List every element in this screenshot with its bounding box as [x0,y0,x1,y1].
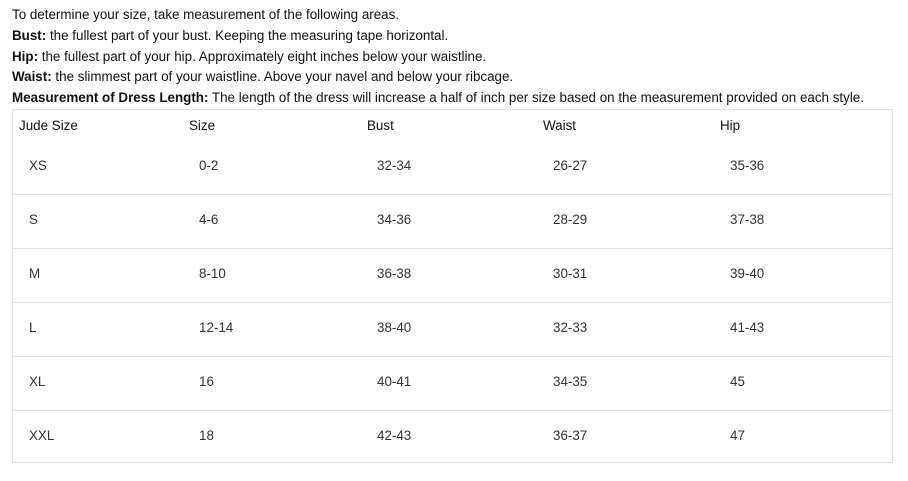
cell-size: 0-2 [199,158,219,173]
header-jude-size: Jude Size [19,118,78,133]
cell-size: 18 [199,428,214,443]
cell-waist: 36-37 [553,428,588,443]
cell-bust: 40-41 [377,374,412,389]
header-size: Size [189,118,216,133]
cell-hip: 45 [730,374,745,389]
table-row [13,410,892,464]
cell-waist: 30-31 [553,266,588,281]
cell-hip: 41-43 [730,320,765,335]
bust-definition [12,26,902,47]
size-chart-table [12,109,893,463]
cell-hip: 39-40 [730,266,765,281]
cell-jude-size: XXL [29,428,55,443]
cell-bust: 32-34 [377,158,412,173]
hip-label: Hip: [12,48,39,64]
cell-waist: 34-35 [553,374,588,389]
dress-length-definition [12,88,902,109]
cell-jude-size: L [29,320,37,335]
table-row [13,194,892,248]
cell-jude-size: S [29,212,38,227]
cell-hip: 37-38 [730,212,765,227]
cell-size: 8-10 [199,266,226,281]
cell-waist: 28-29 [553,212,588,227]
cell-hip: 35-36 [730,158,765,173]
header-hip: Hip [720,118,741,133]
waist-label: Waist: [12,69,52,85]
cell-waist: 32-33 [553,320,588,335]
waist-text: the slimmest part of your waistline. Above your navel and below your ribcage. [51,69,514,85]
intro-text: To determine your size, take measurement of the following areas. [12,7,400,22]
cell-jude-size: M [29,266,41,281]
table-row [13,141,892,194]
cell-bust: 34-36 [377,212,412,227]
cell-jude-size: XL [29,374,46,389]
bust-label: Bust: [12,27,47,43]
cell-jude-size: XS [29,158,47,173]
bust-text: the fullest part of your bust. Keeping the measuring tape horizontal. [46,27,449,43]
header-waist: Waist [543,118,576,133]
table-row [13,356,892,410]
cell-size: 4-6 [199,212,219,227]
table-body [13,141,892,464]
cell-size: 12-14 [199,320,234,335]
dress-length-label: Measurement of Dress Length: [12,90,209,106]
header-bust: Bust [367,118,394,133]
cell-hip: 47 [730,428,745,443]
cell-bust: 36-38 [377,266,412,281]
size-guide-intro [12,5,902,109]
intro-line [12,5,902,26]
cell-bust: 38-40 [377,320,412,335]
dress-length-text: The length of the dress will increase a half of inch per size based on the measurement provided on each style. [208,90,864,106]
hip-text: the fullest part of your hip. Approximately eight inches below your waistline. [38,48,487,64]
waist-definition [12,67,902,88]
table-header-row [13,110,892,141]
cell-size: 16 [199,374,214,389]
cell-waist: 26-27 [553,158,588,173]
table-row [13,248,892,302]
hip-definition [12,47,902,68]
cell-bust: 42-43 [377,428,412,443]
table-row [13,302,892,356]
